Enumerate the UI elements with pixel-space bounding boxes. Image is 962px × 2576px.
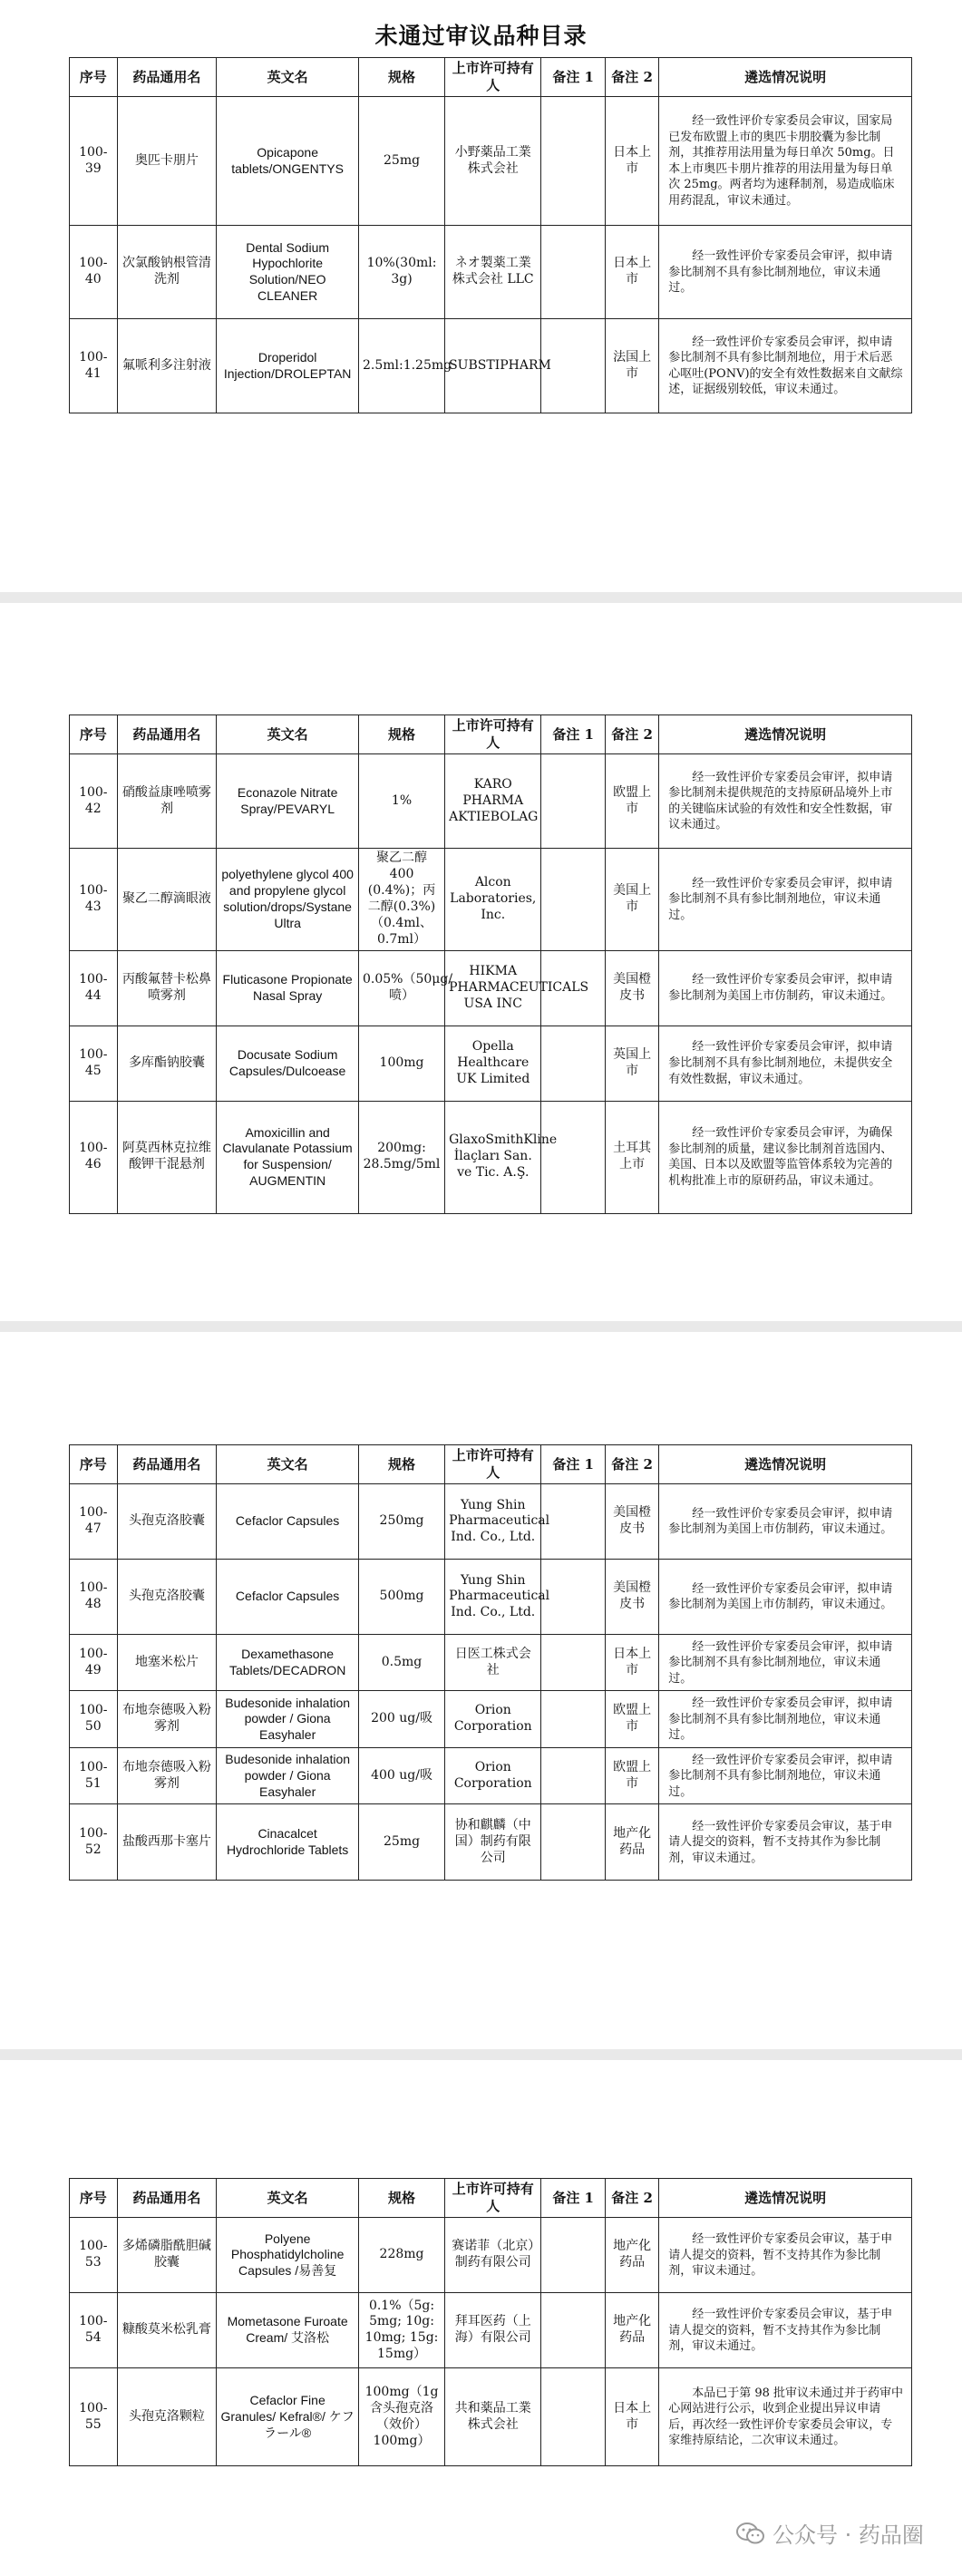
cell-spec: 聚乙二醇 400 (0.4%)；丙二醇(0.3%) （0.4ml、0.7ml）: [358, 849, 444, 950]
wechat-icon: [736, 2522, 765, 2545]
cell-english-name: Docusate Sodium Capsules/Dulcoease: [217, 1026, 359, 1101]
cell-holder: HIKMA PHARMACEUTICALS USA INC: [445, 950, 541, 1026]
table-row: [70, 1691, 912, 1748]
watermark: [736, 2517, 924, 2549]
cell-remark1: [541, 1691, 606, 1748]
cell-holder: Yung Shin Pharmaceutical Ind. Co., Ltd.: [445, 1560, 541, 1635]
review-table: [69, 714, 912, 1214]
cell-selection-note: 经一致性评价专家委员会审议，基于申请人提交的资料，暂不支持其作为参比制剂，审议未通过。: [659, 2293, 912, 2368]
cell-holder: SUBSTIPHARM: [445, 319, 541, 413]
cell-generic-name: 丙酸氟替卡松鼻喷雾剂: [117, 950, 217, 1026]
cell-remark1: [541, 2293, 606, 2368]
cell-generic-name: 头孢克洛胶囊: [117, 1560, 217, 1635]
header-remark1: 备注 1: [541, 1445, 606, 1484]
page-separator: [0, 2049, 962, 2060]
cell-selection-note: 经一致性评价专家委员会审评，拟申请参比制剂不具有参比制剂地位，审议未通过。: [659, 1691, 912, 1748]
cell-generic-name: 地塞米松片: [117, 1635, 217, 1691]
table-header-row: [70, 1445, 912, 1484]
page-separator: [0, 1321, 962, 1332]
cell-selection-note: 经一致性评价专家委员会审评，拟申请参比制剂为美国上市仿制药，审议未通过。: [659, 950, 912, 1026]
header-generic-name: 药品通用名: [117, 2179, 217, 2218]
cell-holder: KARO PHARMA AKTIEBOLAG: [445, 754, 541, 849]
cell-remark2: 欧盟上市: [605, 1691, 658, 1748]
cell-english-name: Budesonide inhalation powder / Giona Easyhaler: [217, 1748, 359, 1804]
table-row: [70, 849, 912, 950]
table-section: [69, 1444, 912, 1881]
cell-remark1: [541, 1026, 606, 1101]
cell-english-name: Cefaclor Fine Granules/ Kefral®/ ケフラール®: [217, 2368, 359, 2466]
cell-generic-name: 盐酸西那卡塞片: [117, 1804, 217, 1881]
table-row: [70, 1804, 912, 1881]
cell-serial: 100-42: [70, 754, 118, 849]
table-row: [70, 1748, 912, 1804]
header-spec: 规格: [358, 58, 444, 97]
header-remark2: 备注 2: [605, 715, 658, 754]
cell-spec: 10%(30ml: 3g): [358, 226, 444, 319]
cell-generic-name: 布地奈德吸入粉雾剂: [117, 1748, 217, 1804]
cell-remark2: 美国橙皮书: [605, 950, 658, 1026]
watermark-text: 公众号 · 药品圈: [773, 2523, 924, 2548]
cell-holder: ネオ製薬工業株式会社 LLC: [445, 226, 541, 319]
table-row: [70, 754, 912, 849]
cell-serial: 100-39: [70, 97, 118, 226]
table-row: [70, 97, 912, 226]
cell-holder: Yung Shin Pharmaceutical Ind. Co., Ltd.: [445, 1484, 541, 1560]
header-holder: 上市许可持有人: [445, 715, 541, 754]
cell-generic-name: 阿莫西林克拉维酸钾干混悬剂: [117, 1101, 217, 1213]
cell-spec: 200mg: 28.5mg/5ml: [358, 1101, 444, 1213]
header-remark1: 备注 1: [541, 2179, 606, 2218]
header-generic-name: 药品通用名: [117, 58, 217, 97]
cell-remark1: [541, 1484, 606, 1560]
cell-holder: 小野薬品工業株式会社: [445, 97, 541, 226]
cell-serial: 100-53: [70, 2218, 118, 2293]
cell-remark2: 欧盟上市: [605, 1748, 658, 1804]
cell-selection-note: 本品已于第 98 批审议未通过并于药审中心网站进行公示，收到企业提出异议申请后，再次经一致性评价专家委员会审议，专家维持原结论，二次审议未通过。: [659, 2368, 912, 2466]
cell-selection-note: 经一致性评价专家委员会审评，拟申请参比制剂未提供规范的支持原研品境外上市的关键临床试验的有效性和安全性数据，审议未通过。: [659, 754, 912, 849]
cell-remark2: 英国上市: [605, 1026, 658, 1101]
header-serial: 序号: [70, 58, 118, 97]
cell-generic-name: 多烯磷脂酰胆碱胶囊: [117, 2218, 217, 2293]
cell-remark1: [541, 97, 606, 226]
header-serial: 序号: [70, 715, 118, 754]
cell-english-name: Cinacalcet Hydrochloride Tablets: [217, 1804, 359, 1881]
cell-serial: 100-43: [70, 849, 118, 950]
cell-selection-note: 经一致性评价专家委员会审议，国家局已发布欧盟上市的奥匹卡朋胶囊为参比制剂，其推荐用法用量为每日单次 50mg。日本上市奥匹卡朋片推荐的用法用量为每日单次 25mg。两者均为速释制剂，易造成临床用药混乱，审议未通过。: [659, 97, 912, 226]
cell-remark2: 欧盟上市: [605, 754, 658, 849]
cell-serial: 100-40: [70, 226, 118, 319]
cell-generic-name: 布地奈德吸入粉雾剂: [117, 1691, 217, 1748]
cell-english-name: Budesonide inhalation powder / Giona Easyhaler: [217, 1691, 359, 1748]
cell-english-name: Polyene Phosphatidylcholine Capsules /易善复: [217, 2218, 359, 2293]
cell-spec: 1%: [358, 754, 444, 849]
header-selection-note: 遴选情况说明: [659, 2179, 912, 2218]
cell-generic-name: 聚乙二醇滴眼液: [117, 849, 217, 950]
cell-selection-note: 经一致性评价专家委员会审评，拟申请参比制剂为美国上市仿制药，审议未通过。: [659, 1560, 912, 1635]
table-section: [69, 714, 912, 1214]
header-spec: 规格: [358, 715, 444, 754]
table-row: [70, 1635, 912, 1691]
cell-remark2: 日本上市: [605, 97, 658, 226]
header-holder: 上市许可持有人: [445, 58, 541, 97]
cell-remark2: 地产化药品: [605, 2293, 658, 2368]
cell-remark1: [541, 1804, 606, 1881]
cell-remark2: 地产化药品: [605, 2218, 658, 2293]
header-generic-name: 药品通用名: [117, 1445, 217, 1484]
cell-holder: 共和薬品工業株式会社: [445, 2368, 541, 2466]
cell-remark1: [541, 1635, 606, 1691]
header-remark1: 备注 1: [541, 58, 606, 97]
cell-remark2: 日本上市: [605, 2368, 658, 2466]
cell-generic-name: 硝酸益康唑喷雾剂: [117, 754, 217, 849]
review-table: [69, 2178, 912, 2466]
table-row: [70, 2293, 912, 2368]
cell-remark2: 日本上市: [605, 1635, 658, 1691]
cell-holder: 协和麒麟（中国）制药有限公司: [445, 1804, 541, 1881]
cell-serial: 100-47: [70, 1484, 118, 1560]
cell-serial: 100-49: [70, 1635, 118, 1691]
cell-english-name: Amoxicillin and Clavulanate Potassium for Suspension/ AUGMENTIN: [217, 1101, 359, 1213]
cell-selection-note: 经一致性评价专家委员会审议，基于申请人提交的资料，暂不支持其作为参比制剂，审议未通过。: [659, 2218, 912, 2293]
cell-holder: Orion Corporation: [445, 1748, 541, 1804]
header-holder: 上市许可持有人: [445, 2179, 541, 2218]
cell-serial: 100-48: [70, 1560, 118, 1635]
cell-holder: Opella Healthcare UK Limited: [445, 1026, 541, 1101]
header-english-name: 英文名: [217, 2179, 359, 2218]
review-table: [69, 1444, 912, 1881]
table-row: [70, 1560, 912, 1635]
header-generic-name: 药品通用名: [117, 715, 217, 754]
cell-spec: 400 ug/吸: [358, 1748, 444, 1804]
table-header-row: [70, 2179, 912, 2218]
cell-selection-note: 经一致性评价专家委员会审评，拟申请参比制剂为美国上市仿制药，审议未通过。: [659, 1484, 912, 1560]
cell-spec: 500mg: [358, 1560, 444, 1635]
cell-english-name: Cefaclor Capsules: [217, 1484, 359, 1560]
cell-remark2: 地产化药品: [605, 1804, 658, 1881]
cell-remark1: [541, 1748, 606, 1804]
cell-selection-note: 经一致性评价专家委员会审评，拟申请参比制剂不具有参比制剂地位，审议未通过。: [659, 1748, 912, 1804]
cell-selection-note: 经一致性评价专家委员会审评，拟申请参比制剂不具有参比制剂地位，审议未通过。: [659, 1635, 912, 1691]
cell-serial: 100-54: [70, 2293, 118, 2368]
cell-serial: 100-50: [70, 1691, 118, 1748]
header-english-name: 英文名: [217, 715, 359, 754]
cell-remark2: 美国橙皮书: [605, 1484, 658, 1560]
cell-spec: 0.5mg: [358, 1635, 444, 1691]
header-spec: 规格: [358, 2179, 444, 2218]
cell-english-name: Dental Sodium Hypochlorite Solution/NEO CLEANER: [217, 226, 359, 319]
cell-spec: 100mg（1g 含头孢克洛（效价）100mg）: [358, 2368, 444, 2466]
cell-remark1: [541, 2368, 606, 2466]
header-remark2: 备注 2: [605, 58, 658, 97]
table-row: [70, 2368, 912, 2466]
cell-generic-name: 次氯酸钠根管清洗剂: [117, 226, 217, 319]
header-remark1: 备注 1: [541, 715, 606, 754]
cell-holder: 赛诺菲（北京）制药有限公司: [445, 2218, 541, 2293]
cell-spec: 25mg: [358, 97, 444, 226]
cell-spec: 25mg: [358, 1804, 444, 1881]
cell-serial: 100-45: [70, 1026, 118, 1101]
cell-serial: 100-46: [70, 1101, 118, 1213]
cell-generic-name: 氟哌利多注射液: [117, 319, 217, 413]
header-english-name: 英文名: [217, 1445, 359, 1484]
cell-holder: 日医工株式会社: [445, 1635, 541, 1691]
table-row: [70, 319, 912, 413]
header-serial: 序号: [70, 1445, 118, 1484]
cell-serial: 100-51: [70, 1748, 118, 1804]
header-selection-note: 遴选情况说明: [659, 1445, 912, 1484]
cell-remark1: [541, 754, 606, 849]
cell-spec: 250mg: [358, 1484, 444, 1560]
header-spec: 规格: [358, 1445, 444, 1484]
cell-selection-note: 经一致性评价专家委员会审评，拟申请参比制剂不具有参比制剂地位，审议未通过。: [659, 849, 912, 950]
cell-remark1: [541, 849, 606, 950]
cell-remark1: [541, 1560, 606, 1635]
table-row: [70, 950, 912, 1026]
cell-selection-note: 经一致性评价专家委员会审议，基于申请人提交的资料，暂不支持其作为参比制剂，审议未通过。: [659, 1804, 912, 1881]
cell-spec: 100mg: [358, 1026, 444, 1101]
cell-selection-note: 经一致性评价专家委员会审评，拟申请参比制剂不具有参比制剂地位，未提供安全有效性数据，审议未通过。: [659, 1026, 912, 1101]
cell-english-name: Mometasone Furoate Cream/ 艾洛松: [217, 2293, 359, 2368]
header-serial: 序号: [70, 2179, 118, 2218]
page-separator: [0, 592, 962, 603]
cell-remark1: [541, 226, 606, 319]
cell-generic-name: 头孢克洛胶囊: [117, 1484, 217, 1560]
cell-holder: GlaxoSmithKline İlaçları San. ve Tic. A.Ş.: [445, 1101, 541, 1213]
table-section: [69, 57, 912, 413]
header-holder: 上市许可持有人: [445, 1445, 541, 1484]
cell-spec: 200 ug/吸: [358, 1691, 444, 1748]
cell-generic-name: 奥匹卡朋片: [117, 97, 217, 226]
cell-holder: Orion Corporation: [445, 1691, 541, 1748]
cell-serial: 100-52: [70, 1804, 118, 1881]
cell-remark2: 日本上市: [605, 226, 658, 319]
cell-selection-note: 经一致性评价专家委员会审评，为确保参比制剂的质量，建议参比制剂首选国内、美国、日本以及欧盟等监管体系较为完善的机构批准上市的原研药品，审议未通过。: [659, 1101, 912, 1213]
header-english-name: 英文名: [217, 58, 359, 97]
cell-english-name: Fluticasone Propionate Nasal Spray: [217, 950, 359, 1026]
cell-remark2: 土耳其上市: [605, 1101, 658, 1213]
review-table: [69, 57, 912, 413]
header-remark2: 备注 2: [605, 2179, 658, 2218]
table-row: [70, 226, 912, 319]
header-selection-note: 遴选情况说明: [659, 58, 912, 97]
cell-serial: 100-44: [70, 950, 118, 1026]
cell-spec: 0.1%（5g: 5mg; 10g: 10mg; 15g: 15mg）: [358, 2293, 444, 2368]
cell-english-name: polyethylene glycol 400 and propylene glycol solution/drops/Systane Ultra: [217, 849, 359, 950]
table-section: [69, 2178, 912, 2466]
cell-remark1: [541, 1101, 606, 1213]
header-remark2: 备注 2: [605, 1445, 658, 1484]
cell-holder: 拜耳医药（上海）有限公司: [445, 2293, 541, 2368]
cell-generic-name: 头孢克洛颗粒: [117, 2368, 217, 2466]
table-header-row: [70, 715, 912, 754]
cell-generic-name: 多库酯钠胶囊: [117, 1026, 217, 1101]
table-row: [70, 1101, 912, 1213]
cell-serial: 100-55: [70, 2368, 118, 2466]
cell-english-name: Dexamethasone Tablets/DECADRON: [217, 1635, 359, 1691]
cell-spec: 0.05%（50μg/喷）: [358, 950, 444, 1026]
cell-spec: 228mg: [358, 2218, 444, 2293]
cell-generic-name: 糠酸莫米松乳膏: [117, 2293, 217, 2368]
cell-english-name: Cefaclor Capsules: [217, 1560, 359, 1635]
table-header-row: [70, 58, 912, 97]
cell-selection-note: 经一致性评价专家委员会审评，拟申请参比制剂不具有参比制剂地位，审议未通过。: [659, 226, 912, 319]
cell-english-name: Opicapone tablets/ONGENTYS: [217, 97, 359, 226]
page-title: 未通过审议品种目录: [374, 23, 588, 49]
cell-selection-note: 经一致性评价专家委员会审评，拟申请参比制剂不具有参比制剂地位，用于术后恶心呕吐(PONV)的安全有效性数据来自文献综述，证据级别较低，审议未通过。: [659, 319, 912, 413]
cell-remark1: [541, 2218, 606, 2293]
table-row: [70, 2218, 912, 2293]
header-selection-note: 遴选情况说明: [659, 715, 912, 754]
cell-remark2: 法国上市: [605, 319, 658, 413]
cell-serial: 100-41: [70, 319, 118, 413]
cell-remark2: 美国橙皮书: [605, 1560, 658, 1635]
cell-remark2: 美国上市: [605, 849, 658, 950]
table-row: [70, 1484, 912, 1560]
cell-holder: Alcon Laboratories, Inc.: [445, 849, 541, 950]
cell-english-name: Droperidol Injection/DROLEPTAN: [217, 319, 359, 413]
table-row: [70, 1026, 912, 1101]
cell-spec: 2.5ml:1.25mg: [358, 319, 444, 413]
cell-english-name: Econazole Nitrate Spray/PEVARYL: [217, 754, 359, 849]
